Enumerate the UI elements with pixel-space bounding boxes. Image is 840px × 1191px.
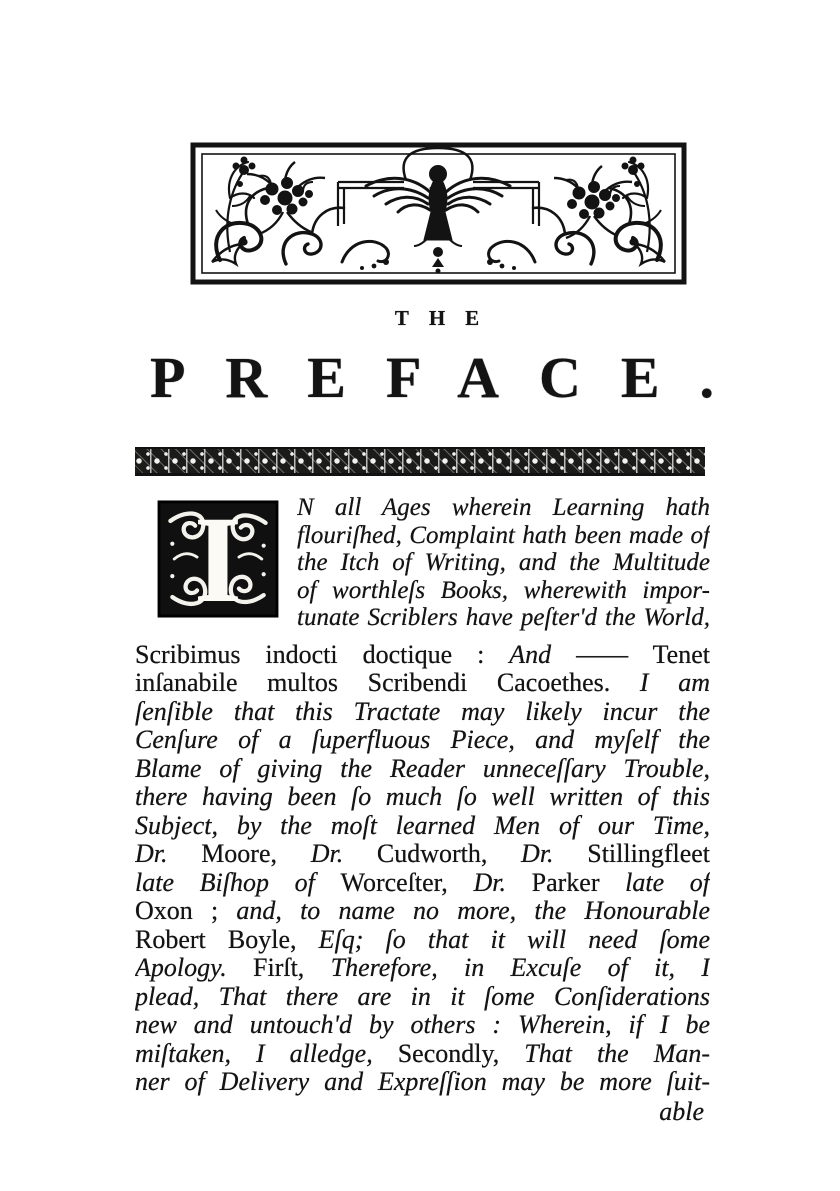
page-title: PREFACE. <box>149 345 755 410</box>
text-segment: Dr. <box>521 840 588 868</box>
text-line <box>135 897 710 926</box>
preface-text <box>135 492 710 1126</box>
text-segment: the Itch of Writing, and the Multitude <box>297 549 710 576</box>
text-line <box>135 840 710 869</box>
text-segment: Oxon ; <box>135 897 237 925</box>
text-segment: plead, That there are in it ſome Conſiderations <box>135 982 710 1011</box>
text-segment: ner of Delivery and Expreſſion may be more ſuit- <box>135 1068 710 1096</box>
text-segment: I am <box>639 669 710 697</box>
text-line <box>135 641 710 670</box>
text-segment: Cudworth, <box>376 840 522 868</box>
text-segment: and, to name no more, the Honourable <box>236 897 710 925</box>
text-segment: new and untouch'd by others : Wherein, if I be <box>135 1011 710 1039</box>
text-segment: inſanabile multos Scribendi Cacoethes. <box>135 669 640 697</box>
text-segment: Scribimus indocti doctique : <box>135 640 510 669</box>
text-line <box>135 926 710 955</box>
eagle-icon <box>366 166 510 247</box>
text-segment: Dr. <box>135 840 202 868</box>
text-line <box>135 698 710 727</box>
text-segment: Blame of giving the Reader unneceſſary Trouble, <box>135 754 710 783</box>
text-segment: Parker <box>531 868 626 897</box>
opening-paragraph <box>297 492 710 632</box>
fleuron-divider-ornament <box>135 447 705 476</box>
text-segment: Dr. <box>310 840 377 868</box>
text-segment: Apology. <box>135 954 254 982</box>
text-segment: —— Tenet <box>576 640 710 669</box>
text-line <box>297 577 710 605</box>
text-line <box>297 604 710 632</box>
text-segment: ſenſible that this Tractate may likely incur the <box>135 697 710 726</box>
text-line <box>135 954 710 983</box>
text-line <box>135 1068 710 1097</box>
text-line <box>135 983 710 1012</box>
text-segment: tunate Scriblers have peſter'd the World, <box>297 604 710 631</box>
text-segment: Secondly, <box>397 1039 525 1068</box>
text-segment: Cenſure of a ſuperfluous Piece, and myſelf the <box>135 726 710 754</box>
text-segment: Therefore, in Excuſe of it, I <box>330 954 710 982</box>
text-segment: miſtaken, I alledge, <box>135 1039 398 1068</box>
text-segment: late of <box>625 868 710 897</box>
headpiece-ornament <box>190 140 687 287</box>
text-segment: there having been ſo much ſo well written of this <box>135 783 710 811</box>
catchword: able <box>659 1096 704 1126</box>
text-line <box>135 726 710 755</box>
text-segment: Eſq; ſo that it will need ſome <box>318 925 710 954</box>
text-line <box>135 669 710 698</box>
text-segment: That the Man- <box>524 1039 710 1068</box>
text-segment: Worceſter, <box>340 868 474 897</box>
text-segment: Robert Boyle, <box>135 925 319 954</box>
text-segment: And <box>509 640 577 669</box>
text-segment: Subject, by the moſt learned Men of our Time, <box>135 811 710 840</box>
text-segment: Moore, <box>201 840 311 868</box>
text-segment: flouriſhed, Complaint hath been made of <box>297 521 710 549</box>
text-segment: N all Ages wherein Learning hath <box>297 494 710 521</box>
text-segment: of worthleſs Books, wherewith impor- <box>297 576 710 604</box>
text-segment: Stillingfleet <box>587 840 710 868</box>
paragraph-continuation <box>135 641 710 1097</box>
text-segment: Firſt, <box>253 954 331 982</box>
text-line <box>297 494 710 522</box>
drop-cap-ornament <box>157 500 279 618</box>
text-line <box>135 869 710 898</box>
text-segment: late Biſhop of <box>135 868 341 897</box>
drop-cap-letter: I <box>193 500 243 618</box>
text-line <box>297 522 710 550</box>
text-line <box>135 812 710 841</box>
text-line <box>135 1011 710 1040</box>
text-line <box>135 755 710 784</box>
text-line <box>297 549 710 577</box>
title-kicker: THE <box>394 306 500 330</box>
text-line <box>135 783 710 812</box>
text-line <box>135 1040 710 1069</box>
text-segment: Dr. <box>473 868 532 897</box>
